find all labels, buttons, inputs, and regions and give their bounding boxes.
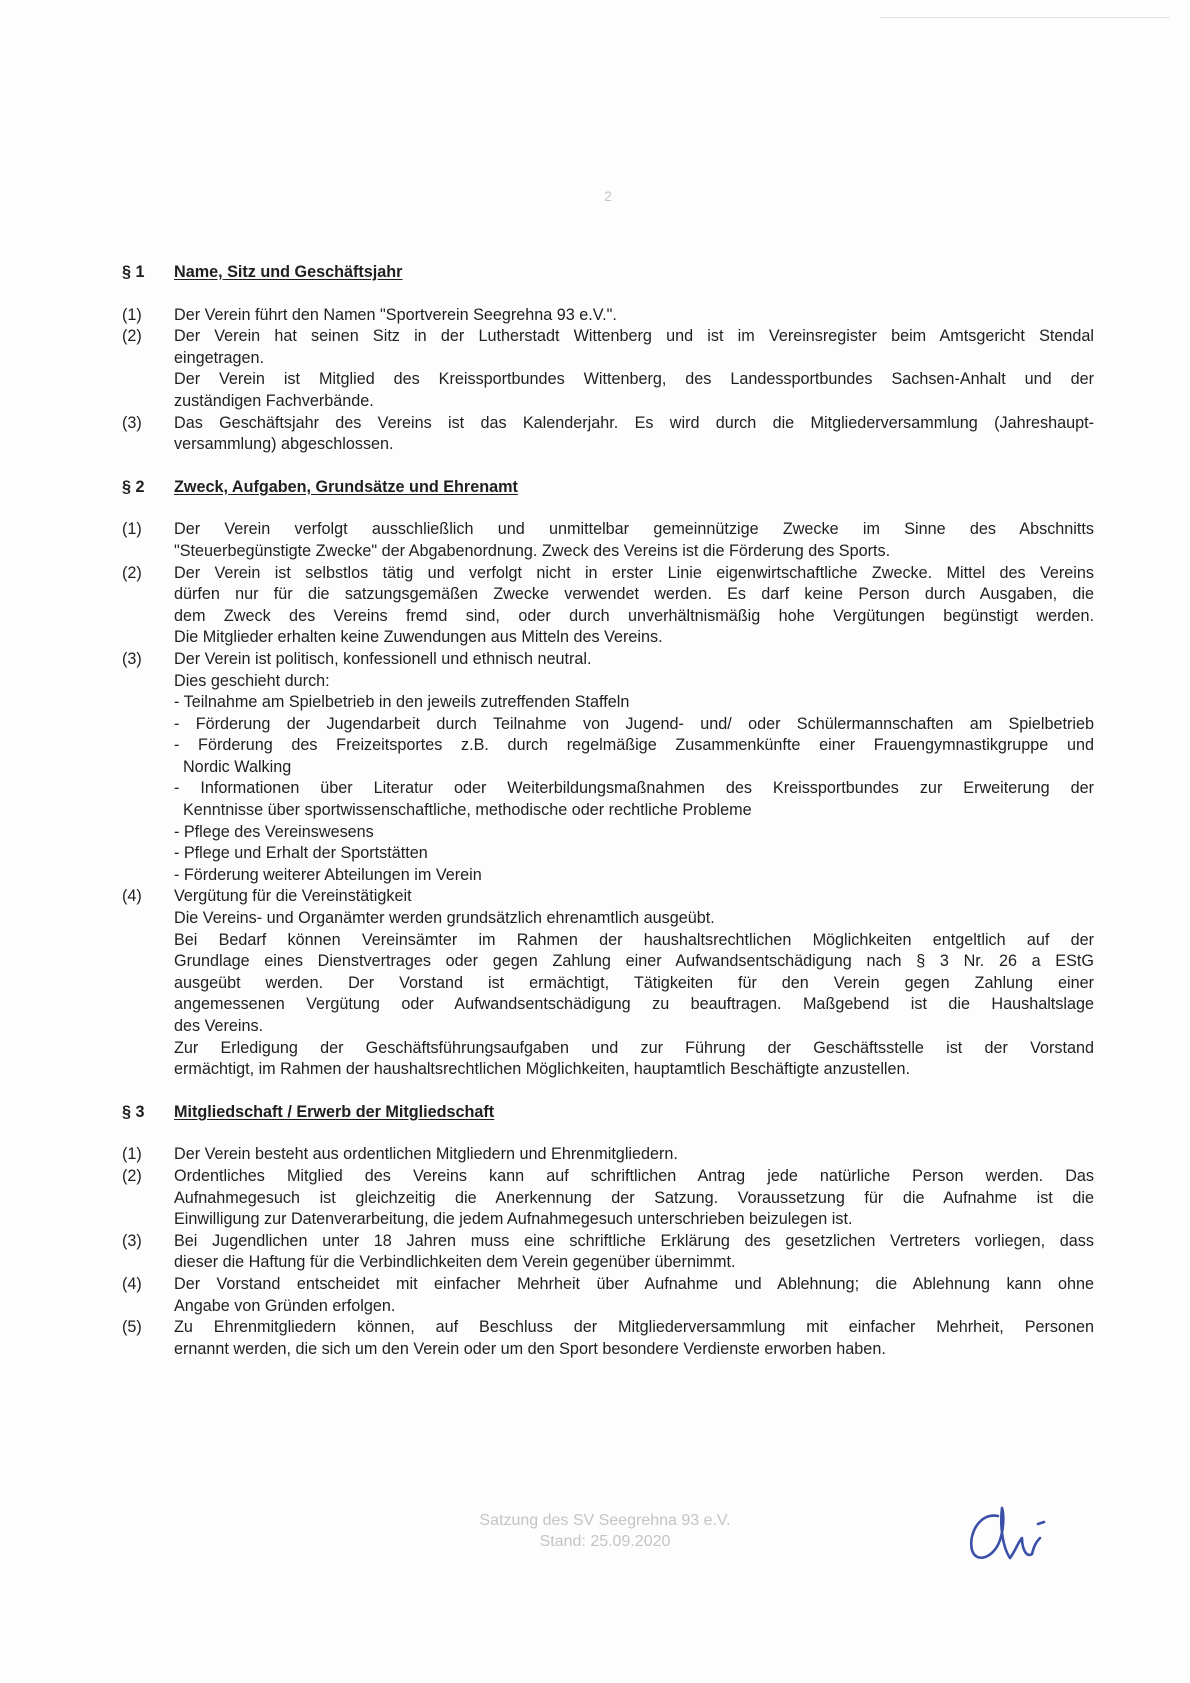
section-2 bbox=[122, 477, 1094, 1081]
text-line: Kenntnisse über sportwissenschaftliche, methodische oder rechtliche Probleme bbox=[174, 801, 752, 820]
text-line: Die Mitglieder erhalten keine Zuwendungen aus Mitteln des Vereins. bbox=[174, 628, 663, 647]
paragraph-number: (1) bbox=[122, 305, 142, 324]
text-line: Zur Erledigung der Geschäftsführungsaufgaben und zur Führung der Geschäftsstelle ist der Vorstand bbox=[174, 1038, 1094, 1057]
section-title: Zweck, Aufgaben, Grundsätze und Ehrenamt bbox=[174, 477, 518, 496]
paragraph bbox=[122, 1274, 1094, 1317]
paragraph-number: (2) bbox=[122, 327, 142, 346]
paragraph-number: (3) bbox=[122, 1231, 142, 1250]
text-line: Einwilligung zur Datenverarbeitung, die jedem Aufnahmegesuch unterschrieben beizulegen ist. bbox=[174, 1210, 853, 1229]
paragraph bbox=[122, 563, 1094, 649]
paragraph-text bbox=[174, 1166, 1094, 1231]
text-line: dieser die Haftung für die Verbindlichkeiten dem Verein gegenüber übernimmt. bbox=[174, 1253, 736, 1272]
paragraph bbox=[122, 519, 1094, 562]
text-line: - Pflege und Erhalt der Sportstätten bbox=[174, 844, 428, 863]
section-heading bbox=[122, 477, 1094, 499]
paragraph bbox=[122, 1166, 1094, 1231]
text-line: angemessenen Vergütung oder Aufwandsentschädigung zu beauftragen. Maßgebend ist die Haushaltslage bbox=[174, 995, 1094, 1014]
text-line: Angabe von Gründen erfolgen. bbox=[174, 1296, 396, 1315]
text-line: Nordic Walking bbox=[174, 757, 292, 776]
text-line: ausgeübt werden. Der Vorstand ist ermächtigt, Tätigkeiten für den Verein gegen Zahlung einer bbox=[174, 973, 1094, 992]
paragraph bbox=[122, 1144, 1094, 1166]
paragraph bbox=[122, 886, 1094, 1080]
text-line: Das Geschäftsjahr des Vereins ist das Kalenderjahr. Es wird durch die Mitgliederversammlung (Jahreshaupt- bbox=[174, 413, 1094, 432]
text-line: zuständigen Fachverbände. bbox=[174, 391, 374, 410]
paragraph-text bbox=[174, 519, 1094, 562]
paragraph bbox=[122, 413, 1094, 456]
footer bbox=[380, 1510, 830, 1552]
paragraph-number: (2) bbox=[122, 1166, 142, 1185]
text-line: Der Verein besteht aus ordentlichen Mitgliedern und Ehrenmitgliedern. bbox=[174, 1145, 678, 1164]
text-line: Vergütung für die Vereinstätigkeit bbox=[174, 887, 412, 906]
section-number: § 3 bbox=[122, 1102, 145, 1121]
paragraph-text bbox=[174, 1231, 1094, 1274]
text-line: Bei Bedarf können Vereinsämter im Rahmen der haushaltsrechtlichen Möglichkeiten entgeltlich auf der bbox=[174, 930, 1094, 949]
paragraph bbox=[122, 305, 1094, 327]
text-line: Grundlage eines Dienstvertrages oder gegen Zahlung einer Aufwandsentschädigung nach § 3 Nr. 26 a EStG bbox=[174, 952, 1094, 971]
text-line: - Teilnahme am Spielbetrieb in den jeweils zutreffenden Staffeln bbox=[174, 693, 630, 712]
text-line: dem Zweck des Vereins fremd sind, oder durch unverhältnismäßig hohe Vergütungen begünstigt werden. bbox=[174, 606, 1094, 625]
paragraph-text bbox=[174, 305, 1094, 327]
text-line: - Informationen über Literatur oder Weiterbildungsmaßnahmen des Kreissportbundes zur Erweiterung der bbox=[174, 779, 1094, 798]
paragraph bbox=[122, 326, 1094, 412]
paragraph-text bbox=[174, 563, 1094, 649]
text-line: Der Verein ist selbstlos tätig und verfolgt nicht in erster Linie eigenwirtschaftliche Zwecke. Mittel des Vereins bbox=[174, 563, 1094, 582]
paragraph-text bbox=[174, 326, 1094, 412]
paragraph-text bbox=[174, 1317, 1094, 1360]
text-line: ernannt werden, die sich um den Verein oder um den Sport besondere Verdienste erworben haben. bbox=[174, 1339, 886, 1358]
text-line: Der Verein hat seinen Sitz in der Lutherstadt Wittenberg und ist im Vereinsregister beim Amtsgericht Stendal bbox=[174, 327, 1094, 346]
paragraph-number: (1) bbox=[122, 520, 142, 539]
paragraph-number: (2) bbox=[122, 563, 142, 582]
text-line: Bei Jugendlichen unter 18 Jahren muss eine schriftliche Erklärung des gesetzlichen Vertreters vorliegen, dass bbox=[174, 1231, 1094, 1250]
text-line: - Förderung des Freizeitsportes z.B. durch regelmäßige Zusammenkünfte einer Frauengymnastikgruppe und bbox=[174, 736, 1094, 755]
paragraph bbox=[122, 1317, 1094, 1360]
paragraph-number: (3) bbox=[122, 649, 142, 668]
section-heading bbox=[122, 262, 1094, 284]
paragraph-number: (4) bbox=[122, 887, 142, 906]
footer-date: Stand: 25.09.2020 bbox=[539, 1533, 671, 1550]
text-line: Der Verein verfolgt ausschließlich und unmittelbar gemeinnützige Zwecke im Sinne des Abschnitts bbox=[174, 520, 1094, 539]
text-line: - Förderung der Jugendarbeit durch Teilnahme von Jugend- und/ oder Schülermannschaften am Spielbetrieb bbox=[174, 714, 1094, 733]
text-line: Der Vorstand entscheidet mit einfacher Mehrheit über Aufnahme und Ablehnung; die Ablehnung kann ohne bbox=[174, 1274, 1094, 1293]
text-line: versammlung) abgeschlossen. bbox=[174, 435, 394, 454]
top-rule bbox=[880, 17, 1170, 18]
section-number: § 2 bbox=[122, 477, 145, 496]
paragraph-number: (4) bbox=[122, 1274, 142, 1293]
text-line: - Förderung weiterer Abteilungen im Verein bbox=[174, 865, 482, 884]
paragraph-text bbox=[174, 413, 1094, 456]
text-line: eingetragen. bbox=[174, 348, 265, 367]
text-line: Der Verein ist Mitglied des Kreissportbundes Wittenberg, des Landessportbundes Sachsen-Anhalt und der bbox=[174, 370, 1094, 389]
text-line: Dies geschieht durch: bbox=[174, 671, 330, 690]
text-line: ermächtigt, im Rahmen der haushaltsrechtlichen Möglichkeiten, hauptamtlich Beschäftigte anzustellen. bbox=[174, 1060, 911, 1079]
section-heading bbox=[122, 1102, 1094, 1124]
section-3 bbox=[122, 1102, 1094, 1361]
paragraph-number: (3) bbox=[122, 413, 142, 432]
section-number: § 1 bbox=[122, 263, 145, 281]
paragraph-text bbox=[174, 1144, 1094, 1166]
text-line: dürfen nur für die satzungsgemäßen Zwecke verwendet werden. Es darf keine Person durch Ausgaben, die bbox=[174, 585, 1094, 604]
text-line: Der Verein führt den Namen "Sportverein Seegrehna 93 e.V.". bbox=[174, 305, 617, 324]
page-number: 2 bbox=[604, 188, 612, 204]
section-1 bbox=[122, 262, 1094, 456]
document-body bbox=[122, 262, 1094, 1381]
signature-image bbox=[960, 1494, 1080, 1574]
paragraph-text bbox=[174, 886, 1094, 1080]
text-line: Ordentliches Mitglied des Vereins kann auf schriftlichen Antrag jede natürliche Person werden. Das bbox=[174, 1166, 1094, 1185]
text-line: Die Vereins- und Organämter werden grundsätzlich ehrenamtlich ausgeübt. bbox=[174, 909, 715, 928]
text-line: des Vereins. bbox=[174, 1017, 264, 1035]
paragraph bbox=[122, 1231, 1094, 1274]
section-title: Mitgliedschaft / Erwerb der Mitgliedschaft bbox=[174, 1102, 495, 1121]
footer-title: Satzung des SV Seegrehna 93 e.V. bbox=[479, 1512, 731, 1529]
paragraph-text bbox=[174, 1274, 1094, 1317]
text-line: - Pflege des Vereinswesens bbox=[174, 822, 374, 841]
paragraph-text bbox=[174, 649, 1094, 887]
section-title: Name, Sitz und Geschäftsjahr bbox=[174, 263, 403, 281]
text-line: "Steuerbegünstigte Zwecke" der Abgabenordnung. Zweck des Vereins ist die Förderung des Sports. bbox=[174, 541, 891, 560]
text-line: Aufnahmegesuch ist gleichzeitig die Anerkennung der Satzung. Voraussetzung für die Aufnahme ist die bbox=[174, 1188, 1094, 1207]
paragraph bbox=[122, 649, 1094, 887]
text-line: Der Verein ist politisch, konfessionell und ethnisch neutral. bbox=[174, 649, 592, 668]
paragraph-number: (5) bbox=[122, 1318, 142, 1337]
text-line: Zu Ehrenmitgliedern können, auf Beschluss der Mitgliederversammlung mit einfacher Mehrheit, Personen bbox=[174, 1318, 1094, 1337]
paragraph-number: (1) bbox=[122, 1145, 142, 1164]
